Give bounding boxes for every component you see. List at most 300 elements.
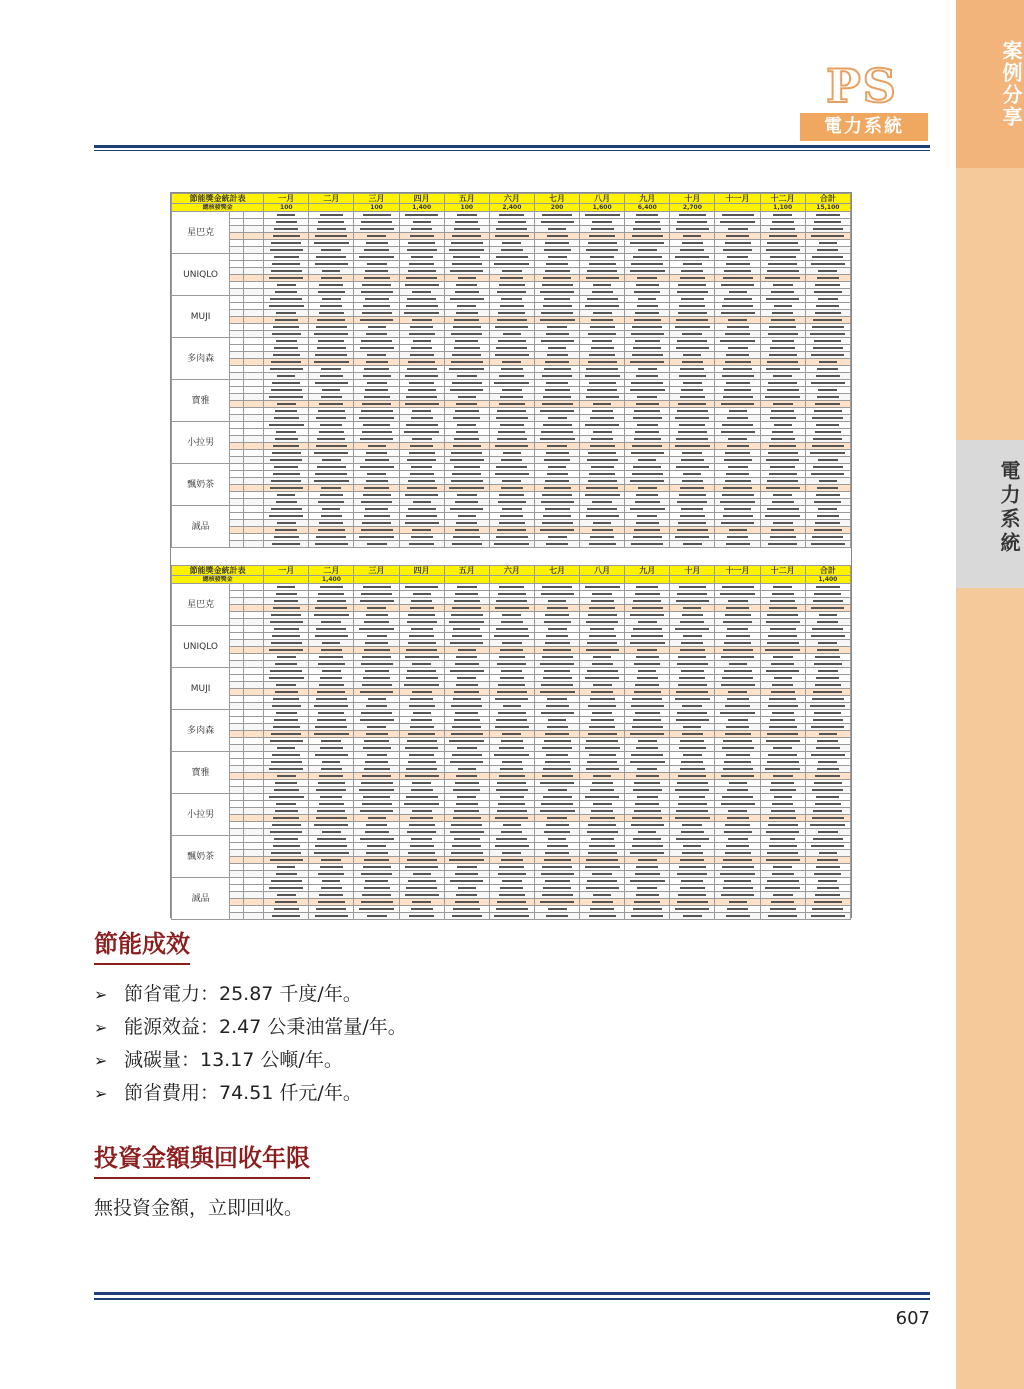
row-type-cell bbox=[244, 289, 264, 296]
figure-cell bbox=[399, 612, 444, 619]
figure-cell bbox=[399, 247, 444, 254]
row-type-cell bbox=[244, 906, 264, 913]
figure-cell bbox=[670, 212, 715, 219]
figure-cell bbox=[534, 801, 579, 808]
figure-cell bbox=[354, 801, 399, 808]
row-type-cell bbox=[244, 605, 264, 612]
figure-cell bbox=[760, 689, 805, 696]
row-type-cell bbox=[244, 717, 264, 724]
table-title: 節能獎金統計表 bbox=[172, 194, 264, 204]
figure-cell bbox=[399, 745, 444, 752]
figure-cell bbox=[760, 822, 805, 829]
figure-cell bbox=[760, 738, 805, 745]
figure-cell bbox=[264, 513, 309, 520]
figure-cell bbox=[264, 310, 309, 317]
figure-cell bbox=[399, 892, 444, 899]
month-header: 三月 bbox=[354, 194, 399, 204]
figure-cell bbox=[670, 254, 715, 261]
figure-cell bbox=[715, 906, 760, 913]
figure-cell bbox=[309, 759, 354, 766]
figure-cell bbox=[264, 520, 309, 527]
figure-cell bbox=[625, 801, 670, 808]
row-type-cell bbox=[244, 780, 264, 787]
row-group-cell bbox=[230, 626, 244, 633]
figure-cell bbox=[534, 275, 579, 282]
figure-cell bbox=[354, 661, 399, 668]
row-type-cell bbox=[244, 324, 264, 331]
figure-cell bbox=[580, 647, 625, 654]
figure-cell bbox=[580, 836, 625, 843]
row-group-cell bbox=[230, 331, 244, 338]
row-type-cell bbox=[244, 654, 264, 661]
figure-cell bbox=[670, 892, 715, 899]
figure-cell bbox=[670, 878, 715, 885]
figure-cell bbox=[264, 633, 309, 640]
row-type-cell bbox=[244, 387, 264, 394]
figure-cell bbox=[444, 794, 489, 801]
figure-cell bbox=[264, 591, 309, 598]
figure-cell bbox=[760, 598, 805, 605]
figure-cell bbox=[805, 464, 850, 471]
figure-cell bbox=[309, 647, 354, 654]
figure-cell bbox=[534, 640, 579, 647]
row-type-cell bbox=[244, 226, 264, 233]
figure-cell bbox=[625, 520, 670, 527]
row-group-cell bbox=[230, 689, 244, 696]
figure-cell bbox=[444, 513, 489, 520]
figure-cell bbox=[354, 394, 399, 401]
figure-cell bbox=[534, 843, 579, 850]
figure-cell bbox=[580, 605, 625, 612]
figure-cell bbox=[760, 696, 805, 703]
figure-cell bbox=[264, 668, 309, 675]
bonus-total-cell bbox=[489, 576, 534, 584]
figure-cell bbox=[264, 766, 309, 773]
figure-cell bbox=[760, 240, 805, 247]
figure-cell bbox=[399, 864, 444, 871]
figure-cell bbox=[625, 668, 670, 675]
figure-cell bbox=[625, 527, 670, 534]
figure-cell bbox=[534, 478, 579, 485]
figure-cell bbox=[625, 619, 670, 626]
figure-cell bbox=[264, 850, 309, 857]
figure-cell bbox=[580, 668, 625, 675]
figure-cell bbox=[580, 738, 625, 745]
figure-cell bbox=[805, 268, 850, 275]
figure-cell bbox=[625, 240, 670, 247]
figure-cell bbox=[489, 520, 534, 527]
figure-cell bbox=[489, 408, 534, 415]
figure-cell bbox=[670, 429, 715, 436]
figure-cell bbox=[489, 331, 534, 338]
figure-cell bbox=[760, 906, 805, 913]
figure-cell bbox=[489, 598, 534, 605]
figure-cell bbox=[534, 450, 579, 457]
figure-cell bbox=[625, 731, 670, 738]
bonus-table-2 bbox=[171, 565, 851, 920]
table-row bbox=[172, 850, 851, 857]
figure-cell bbox=[489, 373, 534, 380]
figure-cell bbox=[805, 696, 850, 703]
figure-cell bbox=[534, 864, 579, 871]
figure-cell bbox=[354, 443, 399, 450]
figure-cell bbox=[580, 787, 625, 794]
figure-cell bbox=[444, 520, 489, 527]
figure-cell bbox=[580, 506, 625, 513]
figure-cell bbox=[760, 815, 805, 822]
figure-cell bbox=[399, 731, 444, 738]
figure-cell bbox=[264, 871, 309, 878]
figure-cell bbox=[534, 359, 579, 366]
figure-cell bbox=[805, 626, 850, 633]
figure-cell bbox=[805, 527, 850, 534]
figure-cell bbox=[399, 822, 444, 829]
figure-cell bbox=[534, 598, 579, 605]
row-type-cell bbox=[244, 457, 264, 464]
figure-cell bbox=[715, 527, 760, 534]
table-row bbox=[172, 429, 851, 436]
figure-cell bbox=[354, 899, 399, 906]
figure-cell bbox=[670, 787, 715, 794]
figure-cell bbox=[309, 520, 354, 527]
figure-cell bbox=[264, 429, 309, 436]
figure-cell bbox=[625, 422, 670, 429]
figure-cell bbox=[580, 247, 625, 254]
figure-cell bbox=[715, 520, 760, 527]
figure-cell bbox=[715, 850, 760, 857]
figure-cell bbox=[309, 534, 354, 541]
figure-cell bbox=[264, 584, 309, 591]
figure-cell bbox=[625, 254, 670, 261]
figure-cell bbox=[534, 899, 579, 906]
figure-cell bbox=[444, 801, 489, 808]
figure-cell bbox=[625, 373, 670, 380]
figure-cell bbox=[444, 534, 489, 541]
figure-cell bbox=[444, 240, 489, 247]
figure-cell bbox=[625, 478, 670, 485]
figure-cell bbox=[399, 766, 444, 773]
figure-cell bbox=[309, 773, 354, 780]
figure-cell bbox=[625, 464, 670, 471]
figure-cell bbox=[670, 380, 715, 387]
figure-cell bbox=[715, 668, 760, 675]
table-row bbox=[172, 527, 851, 534]
figure-cell bbox=[489, 345, 534, 352]
figure-cell bbox=[760, 485, 805, 492]
bonus-total-cell bbox=[760, 576, 805, 584]
figure-cell bbox=[805, 633, 850, 640]
row-type-cell bbox=[244, 836, 264, 843]
figure-cell bbox=[354, 359, 399, 366]
row-type-cell bbox=[244, 745, 264, 752]
figure-cell bbox=[354, 450, 399, 457]
figure-cell bbox=[760, 429, 805, 436]
table-row bbox=[172, 689, 851, 696]
table-row bbox=[172, 731, 851, 738]
figure-cell bbox=[444, 338, 489, 345]
figure-cell bbox=[489, 829, 534, 836]
figure-cell bbox=[444, 668, 489, 675]
figure-cell bbox=[264, 710, 309, 717]
figure-cell bbox=[354, 689, 399, 696]
figure-cell bbox=[534, 506, 579, 513]
figure-cell bbox=[580, 913, 625, 920]
figure-cell bbox=[715, 233, 760, 240]
figure-cell bbox=[399, 324, 444, 331]
row-type-cell bbox=[244, 296, 264, 303]
bonus-total-cell: 2,400 bbox=[489, 204, 534, 212]
figure-cell bbox=[489, 401, 534, 408]
figure-cell bbox=[534, 317, 579, 324]
figure-cell bbox=[399, 534, 444, 541]
figure-cell bbox=[670, 408, 715, 415]
table-row bbox=[172, 668, 851, 675]
figure-cell bbox=[625, 640, 670, 647]
figure-cell bbox=[760, 892, 805, 899]
figure-cell bbox=[309, 612, 354, 619]
figure-cell bbox=[354, 724, 399, 731]
month-header: 七月 bbox=[534, 194, 579, 204]
figure-cell bbox=[715, 282, 760, 289]
figure-cell bbox=[444, 289, 489, 296]
figure-cell bbox=[760, 766, 805, 773]
figure-cell bbox=[444, 752, 489, 759]
figure-cell bbox=[309, 864, 354, 871]
figure-cell bbox=[670, 282, 715, 289]
figure-cell bbox=[489, 366, 534, 373]
figure-cell bbox=[489, 254, 534, 261]
figure-cell bbox=[670, 745, 715, 752]
figure-cell bbox=[760, 541, 805, 548]
figure-cell bbox=[444, 492, 489, 499]
bonus-total-cell bbox=[444, 576, 489, 584]
figure-cell bbox=[354, 717, 399, 724]
month-header: 四月 bbox=[399, 566, 444, 576]
row-type-cell bbox=[244, 626, 264, 633]
row-group-cell bbox=[230, 710, 244, 717]
figure-cell bbox=[580, 710, 625, 717]
figure-cell bbox=[309, 696, 354, 703]
figure-cell bbox=[399, 513, 444, 520]
figure-cell bbox=[805, 233, 850, 240]
row-type-cell bbox=[244, 219, 264, 226]
figure-cell bbox=[264, 457, 309, 464]
figure-cell bbox=[760, 520, 805, 527]
figure-cell bbox=[715, 289, 760, 296]
figure-cell bbox=[489, 492, 534, 499]
figure-cell bbox=[625, 689, 670, 696]
row-group-cell bbox=[230, 401, 244, 408]
figure-cell bbox=[580, 233, 625, 240]
figure-cell bbox=[625, 282, 670, 289]
figure-cell bbox=[489, 794, 534, 801]
figure-cell bbox=[625, 415, 670, 422]
figure-cell bbox=[444, 401, 489, 408]
figure-cell bbox=[534, 310, 579, 317]
figure-cell bbox=[399, 780, 444, 787]
figure-cell bbox=[534, 289, 579, 296]
figure-cell bbox=[309, 885, 354, 892]
row-group-cell bbox=[230, 450, 244, 457]
bonus-total-cell: 6,400 bbox=[625, 204, 670, 212]
figure-cell bbox=[715, 394, 760, 401]
figure-cell bbox=[489, 654, 534, 661]
row-group-cell bbox=[230, 541, 244, 548]
figure-cell bbox=[580, 401, 625, 408]
bonus-total-cell: 1,400 bbox=[399, 204, 444, 212]
side-tab-bar bbox=[956, 0, 1024, 1389]
figure-cell bbox=[625, 408, 670, 415]
figure-cell bbox=[534, 689, 579, 696]
row-type-cell bbox=[244, 233, 264, 240]
figure-cell bbox=[489, 478, 534, 485]
figure-cell bbox=[309, 212, 354, 219]
figure-cell bbox=[715, 647, 760, 654]
figure-cell bbox=[399, 871, 444, 878]
row-group-cell bbox=[230, 878, 244, 885]
table-row bbox=[172, 394, 851, 401]
figure-cell bbox=[399, 605, 444, 612]
figure-cell bbox=[354, 275, 399, 282]
figure-cell bbox=[489, 808, 534, 815]
figure-cell bbox=[444, 219, 489, 226]
figure-cell bbox=[444, 878, 489, 885]
figure-cell bbox=[309, 219, 354, 226]
figure-cell bbox=[580, 492, 625, 499]
figure-cell bbox=[805, 359, 850, 366]
figure-cell bbox=[580, 661, 625, 668]
table-row bbox=[172, 696, 851, 703]
figure-cell bbox=[309, 422, 354, 429]
figure-cell bbox=[309, 654, 354, 661]
figure-cell bbox=[670, 584, 715, 591]
store-name: 飄奶茶 bbox=[172, 464, 230, 506]
figure-cell bbox=[489, 387, 534, 394]
figure-cell bbox=[625, 745, 670, 752]
figure-cell bbox=[715, 822, 760, 829]
figure-cell bbox=[625, 717, 670, 724]
figure-cell bbox=[805, 450, 850, 457]
figure-cell bbox=[534, 759, 579, 766]
figure-cell bbox=[264, 731, 309, 738]
results-list bbox=[94, 978, 854, 1110]
figure-cell bbox=[399, 703, 444, 710]
table-row bbox=[172, 906, 851, 913]
figure-cell bbox=[760, 338, 805, 345]
figure-cell bbox=[264, 408, 309, 415]
row-type-cell bbox=[244, 633, 264, 640]
figure-cell bbox=[309, 443, 354, 450]
figure-cell bbox=[444, 478, 489, 485]
month-header: 九月 bbox=[625, 566, 670, 576]
figure-cell bbox=[760, 682, 805, 689]
figure-cell bbox=[444, 661, 489, 668]
row-group-cell bbox=[230, 843, 244, 850]
row-type-cell bbox=[244, 829, 264, 836]
figure-cell bbox=[444, 394, 489, 401]
figure-cell bbox=[625, 598, 670, 605]
figure-cell bbox=[309, 240, 354, 247]
table-row bbox=[172, 801, 851, 808]
row-type-cell bbox=[244, 591, 264, 598]
figure-cell bbox=[805, 864, 850, 871]
figure-cell bbox=[399, 387, 444, 394]
figure-cell bbox=[625, 633, 670, 640]
figure-cell bbox=[264, 619, 309, 626]
figure-cell bbox=[715, 310, 760, 317]
figure-cell bbox=[805, 422, 850, 429]
figure-cell bbox=[309, 366, 354, 373]
figure-cell bbox=[354, 499, 399, 506]
figure-cell bbox=[715, 759, 760, 766]
figure-cell bbox=[489, 633, 534, 640]
figure-cell bbox=[534, 345, 579, 352]
table-row bbox=[172, 808, 851, 815]
list-item: ➢ 節省費用：74.51 仟元/年。 bbox=[94, 1077, 854, 1110]
figure-cell bbox=[670, 268, 715, 275]
figure-cell bbox=[489, 668, 534, 675]
figure-cell bbox=[670, 668, 715, 675]
figure-cell bbox=[264, 331, 309, 338]
figure-cell bbox=[444, 717, 489, 724]
figure-cell bbox=[715, 724, 760, 731]
figure-cell bbox=[534, 780, 579, 787]
figure-cell bbox=[309, 331, 354, 338]
figure-cell bbox=[489, 780, 534, 787]
table-subtitle: 總核發獎金 bbox=[172, 576, 264, 584]
figure-cell bbox=[264, 212, 309, 219]
figure-cell bbox=[625, 661, 670, 668]
table-row bbox=[172, 436, 851, 443]
figure-cell bbox=[399, 885, 444, 892]
figure-cell bbox=[534, 394, 579, 401]
figure-cell bbox=[354, 527, 399, 534]
figure-cell bbox=[489, 240, 534, 247]
figure-cell bbox=[805, 647, 850, 654]
figure-cell bbox=[309, 906, 354, 913]
figure-cell bbox=[489, 773, 534, 780]
figure-cell bbox=[354, 520, 399, 527]
month-header: 八月 bbox=[580, 194, 625, 204]
figure-cell bbox=[715, 380, 760, 387]
row-type-cell bbox=[244, 801, 264, 808]
bonus-spreadsheet-figure bbox=[170, 192, 852, 918]
figure-cell bbox=[399, 345, 444, 352]
figure-cell bbox=[399, 878, 444, 885]
figure-cell bbox=[760, 717, 805, 724]
figure-cell bbox=[534, 387, 579, 394]
figure-cell bbox=[805, 892, 850, 899]
figure-cell bbox=[580, 584, 625, 591]
row-type-cell bbox=[244, 640, 264, 647]
figure-cell bbox=[489, 857, 534, 864]
figure-cell bbox=[399, 436, 444, 443]
table-row bbox=[172, 415, 851, 422]
figure-cell bbox=[580, 359, 625, 366]
row-group-cell bbox=[230, 850, 244, 857]
row-group-cell bbox=[230, 247, 244, 254]
figure-cell bbox=[399, 598, 444, 605]
figure-cell bbox=[580, 464, 625, 471]
figure-cell bbox=[444, 815, 489, 822]
figure-cell bbox=[670, 450, 715, 457]
figure-cell bbox=[805, 780, 850, 787]
figure-cell bbox=[399, 696, 444, 703]
figure-cell bbox=[309, 429, 354, 436]
figure-cell bbox=[354, 857, 399, 864]
figure-cell bbox=[580, 885, 625, 892]
figure-cell bbox=[534, 415, 579, 422]
